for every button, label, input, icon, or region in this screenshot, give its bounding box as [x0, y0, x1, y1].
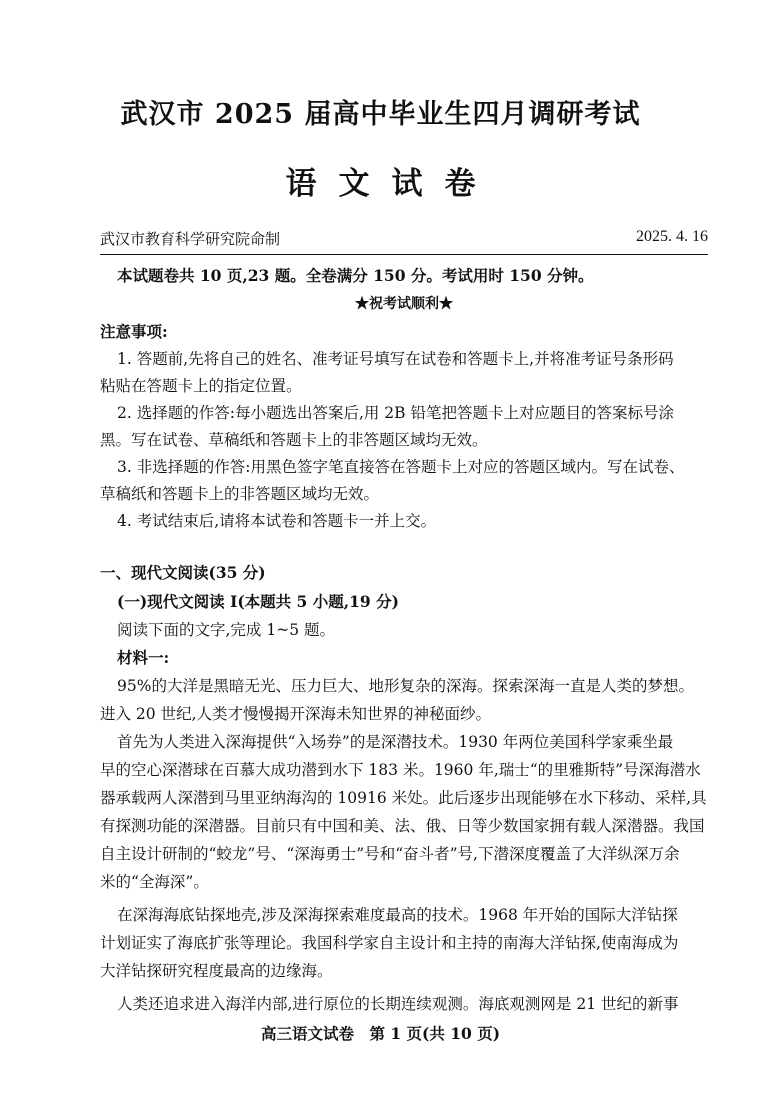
notes-line: 4. 考试结束后,请将本试卷和答题卡一并上交。: [117, 512, 437, 530]
exam-date: 2025. 4. 16: [636, 228, 708, 245]
blessing-text: ★祝考试顺利★: [355, 296, 453, 312]
notes-line: 1. 答题前,先将自己的姓名、准考证号填写在试卷和答题卡上,并将准考证号条形码: [117, 350, 674, 368]
exam-summary: 本试题卷共 10 页,23 题。全卷满分 150 分。考试用时 150 分钟。: [117, 266, 594, 285]
reading-instruction: 阅读下面的文字,完成 1~5 题。: [117, 621, 335, 639]
body-line: 进入 20 世纪,人类才慢慢揭开深海未知世界的神秘面纱。: [100, 705, 492, 723]
body-line: 米的“全海深”。: [100, 873, 209, 891]
body-line: 早的空心深潜球在百慕大成功潜到水下 183 米。1960 年,瑞士“的里雅斯特”号深海潜水: [100, 761, 701, 779]
exam-title: 武汉市 2025 届高中毕业生四月调研考试: [120, 99, 641, 130]
body-line: 大洋钻探研究程度最高的边缘海。: [100, 962, 333, 980]
body-line: 有探测功能的深潜器。目前只有中国和美、法、俄、日等少数国家拥有载人深潜器。我国: [100, 817, 705, 835]
notes-line: 粘贴在答题卡上的指定位置。: [100, 377, 302, 395]
section-heading: 一、现代文阅读(35 分): [100, 563, 266, 582]
notes-heading: 注意事项:: [100, 322, 168, 341]
body-line: 在深海海底钻探地壳,涉及深海探索难度最高的技术。1968 年开始的国际大洋钻探: [117, 906, 678, 924]
body-line: 人类还追求进入海洋内部,进行原位的长期连续观测。海底观测网是 21 世纪的新事: [117, 995, 679, 1013]
body-line: 计划证实了海底扩张等理论。我国科学家自主设计和主持的南海大洋钻探,使南海成为: [100, 934, 679, 952]
material-label: 材料一:: [117, 648, 170, 667]
subject-title: 语文试卷: [285, 166, 498, 202]
body-line: 首先为人类进入深海提供“入场券”的是深潜技术。1930 年两位美国科学家乘坐最: [117, 733, 674, 751]
notes-line: 黑。写在试卷、草稿纸和答题卡上的非答题区域均无效。: [100, 431, 488, 449]
body-line: 95%的大洋是黑暗无光、压力巨大、地形复杂的深海。探索深海一直是人类的梦想。: [117, 677, 694, 695]
subsection-heading: (一)现代文阅读 I(本题共 5 小题,19 分): [117, 592, 399, 611]
header-divider: [100, 254, 708, 255]
body-line: 自主设计研制的“蛟龙”号、“深海勇士”号和“奋斗者”号,下潜深度覆盖了大洋纵深万余: [100, 845, 680, 863]
notes-line: 2. 选择题的作答:每小题选出答案后,用 2B 铅笔把答题卡上对应题目的答案标号涂: [117, 404, 674, 422]
notes-line: 草稿纸和答题卡上的非答题区域均无效。: [100, 485, 380, 503]
body-line: 器承载两人深潜到马里亚纳海沟的 10916 米处。此后逐步出现能够在水下移动、采样,具: [100, 789, 707, 807]
issuer-text: 武汉市教育科学研究院命制: [100, 230, 281, 248]
notes-line: 3. 非选择题的作答:用黑色签字笔直接答在答题卡上对应的答题区域内。写在试卷、: [117, 458, 685, 476]
page-footer: 高三语文试卷 第 1 页(共 10 页): [260, 1024, 501, 1043]
